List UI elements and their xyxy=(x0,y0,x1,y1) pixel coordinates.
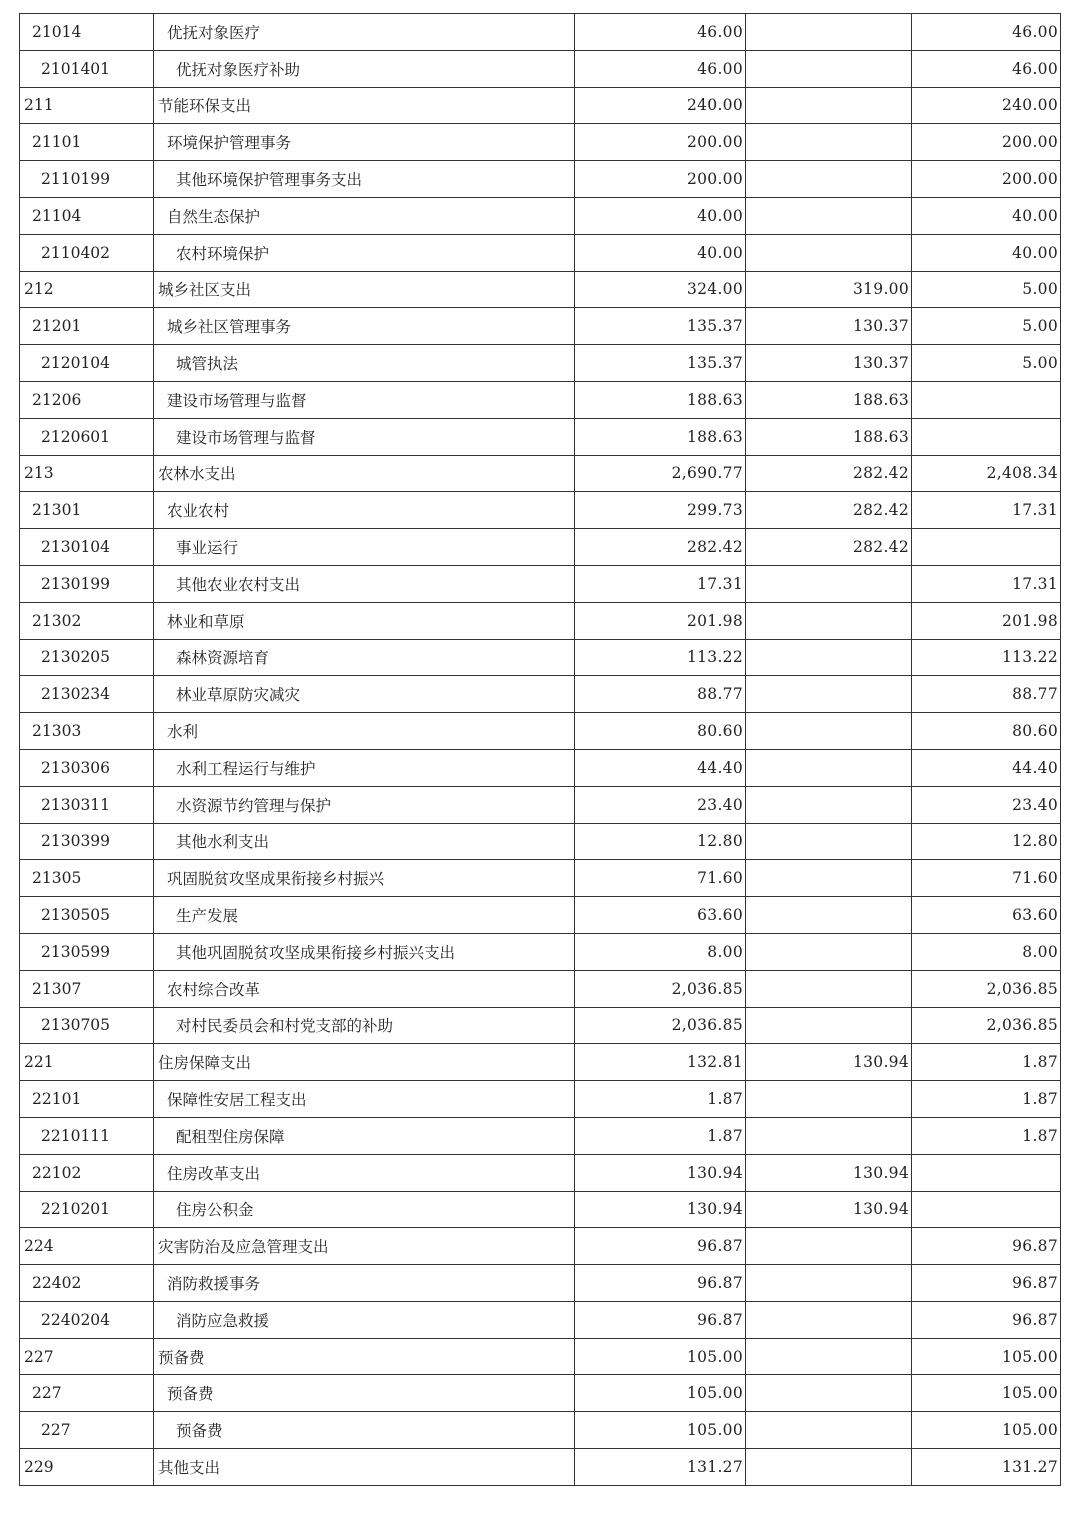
table-row xyxy=(20,529,1061,566)
subject-name-cell: 农村综合改革 xyxy=(154,970,575,1007)
total-amount-cell: 130.94 xyxy=(575,1191,746,1228)
total-amount-cell: 88.77 xyxy=(575,676,746,713)
table-row xyxy=(20,749,1061,786)
subject-name-cell: 灾害防治及应急管理支出 xyxy=(154,1228,575,1265)
total-amount-cell: 71.60 xyxy=(575,860,746,897)
table-row xyxy=(20,1265,1061,1302)
subject-code-cell: 2130104 xyxy=(20,529,154,566)
basic-expenditure-cell xyxy=(746,713,912,750)
subject-code-cell: 2210111 xyxy=(20,1117,154,1154)
project-expenditure-cell: 131.27 xyxy=(912,1449,1061,1486)
table-row xyxy=(20,897,1061,934)
table-row xyxy=(20,713,1061,750)
subject-name-cell: 生产发展 xyxy=(154,897,575,934)
table-row xyxy=(20,308,1061,345)
subject-code-cell: 2130234 xyxy=(20,676,154,713)
total-amount-cell: 201.98 xyxy=(575,602,746,639)
basic-expenditure-cell xyxy=(746,1265,912,1302)
subject-name-cell: 优抚对象医疗 xyxy=(154,14,575,51)
basic-expenditure-cell xyxy=(746,161,912,198)
project-expenditure-cell: 113.22 xyxy=(912,639,1061,676)
subject-code-cell: 2130199 xyxy=(20,565,154,602)
subject-name-cell: 预备费 xyxy=(154,1338,575,1375)
subject-name-cell: 配租型住房保障 xyxy=(154,1117,575,1154)
subject-code-cell: 229 xyxy=(20,1449,154,1486)
total-amount-cell: 17.31 xyxy=(575,565,746,602)
table-row xyxy=(20,50,1061,87)
basic-expenditure-cell: 130.94 xyxy=(746,1154,912,1191)
project-expenditure-cell: 17.31 xyxy=(912,565,1061,602)
project-expenditure-cell: 2,036.85 xyxy=(912,970,1061,1007)
total-amount-cell: 130.94 xyxy=(575,1154,746,1191)
subject-name-cell: 城乡社区管理事务 xyxy=(154,308,575,345)
table-row xyxy=(20,1081,1061,1118)
basic-expenditure-cell xyxy=(746,1412,912,1449)
total-amount-cell: 12.80 xyxy=(575,823,746,860)
basic-expenditure-cell xyxy=(746,676,912,713)
basic-expenditure-cell: 130.37 xyxy=(746,308,912,345)
subject-code-cell: 2130205 xyxy=(20,639,154,676)
project-expenditure-cell: 96.87 xyxy=(912,1301,1061,1338)
table-row xyxy=(20,271,1061,308)
basic-expenditure-cell: 282.42 xyxy=(746,455,912,492)
subject-code-cell: 2110402 xyxy=(20,234,154,271)
subject-code-cell: 21206 xyxy=(20,381,154,418)
basic-expenditure-cell: 282.42 xyxy=(746,529,912,566)
subject-name-cell: 其他环境保护管理事务支出 xyxy=(154,161,575,198)
subject-name-cell: 森林资源培育 xyxy=(154,639,575,676)
subject-name-cell: 其他农业农村支出 xyxy=(154,565,575,602)
total-amount-cell: 8.00 xyxy=(575,933,746,970)
table-row xyxy=(20,1301,1061,1338)
subject-name-cell: 农林水支出 xyxy=(154,455,575,492)
total-amount-cell: 40.00 xyxy=(575,234,746,271)
project-expenditure-cell: 200.00 xyxy=(912,124,1061,161)
subject-code-cell: 211 xyxy=(20,87,154,124)
subject-name-cell: 水利工程运行与维护 xyxy=(154,749,575,786)
subject-name-cell: 事业运行 xyxy=(154,529,575,566)
total-amount-cell: 135.37 xyxy=(575,345,746,382)
subject-code-cell: 2240204 xyxy=(20,1301,154,1338)
table-row xyxy=(20,970,1061,1007)
project-expenditure-cell: 12.80 xyxy=(912,823,1061,860)
project-expenditure-cell: 105.00 xyxy=(912,1338,1061,1375)
basic-expenditure-cell xyxy=(746,565,912,602)
basic-expenditure-cell xyxy=(746,823,912,860)
table-row xyxy=(20,1117,1061,1154)
basic-expenditure-cell xyxy=(746,786,912,823)
project-expenditure-cell: 71.60 xyxy=(912,860,1061,897)
basic-expenditure-cell: 130.94 xyxy=(746,1191,912,1228)
subject-name-cell: 其他水利支出 xyxy=(154,823,575,860)
subject-code-cell: 2210201 xyxy=(20,1191,154,1228)
table-row xyxy=(20,492,1061,529)
basic-expenditure-cell: 130.37 xyxy=(746,345,912,382)
basic-expenditure-cell xyxy=(746,1007,912,1044)
project-expenditure-cell: 2,408.34 xyxy=(912,455,1061,492)
basic-expenditure-cell xyxy=(746,87,912,124)
subject-name-cell: 保障性安居工程支出 xyxy=(154,1081,575,1118)
subject-code-cell: 212 xyxy=(20,271,154,308)
total-amount-cell: 96.87 xyxy=(575,1228,746,1265)
subject-code-cell: 2101401 xyxy=(20,50,154,87)
table-row xyxy=(20,933,1061,970)
subject-name-cell: 预备费 xyxy=(154,1375,575,1412)
project-expenditure-cell: 2,036.85 xyxy=(912,1007,1061,1044)
table-row xyxy=(20,1375,1061,1412)
basic-expenditure-cell xyxy=(746,1449,912,1486)
basic-expenditure-cell: 130.94 xyxy=(746,1044,912,1081)
project-expenditure-cell xyxy=(912,381,1061,418)
table-row xyxy=(20,455,1061,492)
basic-expenditure-cell: 188.63 xyxy=(746,418,912,455)
subject-name-cell: 自然生态保护 xyxy=(154,197,575,234)
project-expenditure-cell: 80.60 xyxy=(912,713,1061,750)
table-row xyxy=(20,1449,1061,1486)
total-amount-cell: 200.00 xyxy=(575,124,746,161)
total-amount-cell: 63.60 xyxy=(575,897,746,934)
project-expenditure-cell: 201.98 xyxy=(912,602,1061,639)
table-row xyxy=(20,1154,1061,1191)
subject-code-cell: 2120104 xyxy=(20,345,154,382)
subject-name-cell: 消防应急救援 xyxy=(154,1301,575,1338)
subject-code-cell: 21104 xyxy=(20,197,154,234)
table-row xyxy=(20,87,1061,124)
project-expenditure-cell: 1.87 xyxy=(912,1044,1061,1081)
project-expenditure-cell: 63.60 xyxy=(912,897,1061,934)
subject-code-cell: 2130311 xyxy=(20,786,154,823)
subject-code-cell: 22102 xyxy=(20,1154,154,1191)
subject-name-cell: 消防救援事务 xyxy=(154,1265,575,1302)
project-expenditure-cell xyxy=(912,529,1061,566)
basic-expenditure-cell xyxy=(746,933,912,970)
total-amount-cell: 1.87 xyxy=(575,1117,746,1154)
table-row xyxy=(20,1191,1061,1228)
total-amount-cell: 2,690.77 xyxy=(575,455,746,492)
table-row xyxy=(20,1228,1061,1265)
subject-name-cell: 建设市场管理与监督 xyxy=(154,418,575,455)
subject-name-cell: 其他巩固脱贫攻坚成果衔接乡村振兴支出 xyxy=(154,933,575,970)
subject-name-cell: 水利 xyxy=(154,713,575,750)
basic-expenditure-cell xyxy=(746,639,912,676)
project-expenditure-cell xyxy=(912,1154,1061,1191)
basic-expenditure-cell xyxy=(746,14,912,51)
subject-code-cell: 2130505 xyxy=(20,897,154,934)
subject-name-cell: 节能环保支出 xyxy=(154,87,575,124)
subject-code-cell: 21303 xyxy=(20,713,154,750)
subject-code-cell: 22402 xyxy=(20,1265,154,1302)
table-row xyxy=(20,161,1061,198)
table-row xyxy=(20,381,1061,418)
table-row xyxy=(20,565,1061,602)
project-expenditure-cell: 5.00 xyxy=(912,271,1061,308)
total-amount-cell: 2,036.85 xyxy=(575,970,746,1007)
table-row xyxy=(20,676,1061,713)
basic-expenditure-cell xyxy=(746,50,912,87)
subject-name-cell: 住房改革支出 xyxy=(154,1154,575,1191)
project-expenditure-cell: 17.31 xyxy=(912,492,1061,529)
subject-name-cell: 巩固脱贫攻坚成果衔接乡村振兴 xyxy=(154,860,575,897)
project-expenditure-cell: 44.40 xyxy=(912,749,1061,786)
table-row xyxy=(20,786,1061,823)
total-amount-cell: 1.87 xyxy=(575,1081,746,1118)
subject-name-cell: 对村民委员会和村党支部的补助 xyxy=(154,1007,575,1044)
table-row xyxy=(20,197,1061,234)
subject-code-cell: 213 xyxy=(20,455,154,492)
subject-code-cell: 22101 xyxy=(20,1081,154,1118)
subject-name-cell: 环境保护管理事务 xyxy=(154,124,575,161)
total-amount-cell: 113.22 xyxy=(575,639,746,676)
project-expenditure-cell xyxy=(912,1191,1061,1228)
total-amount-cell: 188.63 xyxy=(575,418,746,455)
subject-code-cell: 21301 xyxy=(20,492,154,529)
subject-code-cell: 21305 xyxy=(20,860,154,897)
subject-name-cell: 农业农村 xyxy=(154,492,575,529)
subject-name-cell: 水资源节约管理与保护 xyxy=(154,786,575,823)
project-expenditure-cell: 105.00 xyxy=(912,1412,1061,1449)
budget-table-body xyxy=(20,14,1061,1486)
total-amount-cell: 96.87 xyxy=(575,1265,746,1302)
total-amount-cell: 131.27 xyxy=(575,1449,746,1486)
table-row xyxy=(20,1338,1061,1375)
basic-expenditure-cell: 188.63 xyxy=(746,381,912,418)
total-amount-cell: 40.00 xyxy=(575,197,746,234)
total-amount-cell: 105.00 xyxy=(575,1412,746,1449)
table-row xyxy=(20,345,1061,382)
subject-code-cell: 2130399 xyxy=(20,823,154,860)
basic-expenditure-cell: 319.00 xyxy=(746,271,912,308)
subject-code-cell: 21201 xyxy=(20,308,154,345)
table-row xyxy=(20,14,1061,51)
subject-code-cell: 2130599 xyxy=(20,933,154,970)
subject-code-cell: 227 xyxy=(20,1338,154,1375)
subject-code-cell: 21101 xyxy=(20,124,154,161)
project-expenditure-cell: 5.00 xyxy=(912,308,1061,345)
total-amount-cell: 96.87 xyxy=(575,1301,746,1338)
subject-code-cell: 2110199 xyxy=(20,161,154,198)
subject-name-cell: 林业和草原 xyxy=(154,602,575,639)
subject-name-cell: 预备费 xyxy=(154,1412,575,1449)
table-row xyxy=(20,639,1061,676)
total-amount-cell: 46.00 xyxy=(575,14,746,51)
table-row xyxy=(20,1412,1061,1449)
project-expenditure-cell: 23.40 xyxy=(912,786,1061,823)
table-row xyxy=(20,124,1061,161)
total-amount-cell: 23.40 xyxy=(575,786,746,823)
subject-code-cell: 21014 xyxy=(20,14,154,51)
subject-code-cell: 224 xyxy=(20,1228,154,1265)
basic-expenditure-cell xyxy=(746,1338,912,1375)
budget-expenditure-table xyxy=(19,13,1061,1486)
basic-expenditure-cell xyxy=(746,970,912,1007)
subject-name-cell: 城乡社区支出 xyxy=(154,271,575,308)
project-expenditure-cell xyxy=(912,418,1061,455)
subject-code-cell: 2130306 xyxy=(20,749,154,786)
subject-code-cell: 2120601 xyxy=(20,418,154,455)
basic-expenditure-cell xyxy=(746,124,912,161)
table-row xyxy=(20,234,1061,271)
basic-expenditure-cell xyxy=(746,1081,912,1118)
basic-expenditure-cell xyxy=(746,197,912,234)
total-amount-cell: 44.40 xyxy=(575,749,746,786)
project-expenditure-cell: 200.00 xyxy=(912,161,1061,198)
total-amount-cell: 105.00 xyxy=(575,1375,746,1412)
total-amount-cell: 324.00 xyxy=(575,271,746,308)
project-expenditure-cell: 96.87 xyxy=(912,1265,1061,1302)
total-amount-cell: 46.00 xyxy=(575,50,746,87)
basic-expenditure-cell xyxy=(746,749,912,786)
basic-expenditure-cell xyxy=(746,1117,912,1154)
project-expenditure-cell: 46.00 xyxy=(912,14,1061,51)
project-expenditure-cell: 46.00 xyxy=(912,50,1061,87)
subject-name-cell: 住房保障支出 xyxy=(154,1044,575,1081)
project-expenditure-cell: 96.87 xyxy=(912,1228,1061,1265)
subject-code-cell: 21307 xyxy=(20,970,154,1007)
subject-code-cell: 221 xyxy=(20,1044,154,1081)
total-amount-cell: 132.81 xyxy=(575,1044,746,1081)
project-expenditure-cell: 5.00 xyxy=(912,345,1061,382)
basic-expenditure-cell xyxy=(746,1301,912,1338)
basic-expenditure-cell xyxy=(746,860,912,897)
total-amount-cell: 188.63 xyxy=(575,381,746,418)
project-expenditure-cell: 88.77 xyxy=(912,676,1061,713)
basic-expenditure-cell xyxy=(746,602,912,639)
project-expenditure-cell: 1.87 xyxy=(912,1117,1061,1154)
basic-expenditure-cell: 282.42 xyxy=(746,492,912,529)
project-expenditure-cell: 240.00 xyxy=(912,87,1061,124)
total-amount-cell: 2,036.85 xyxy=(575,1007,746,1044)
subject-name-cell: 建设市场管理与监督 xyxy=(154,381,575,418)
total-amount-cell: 200.00 xyxy=(575,161,746,198)
table-row xyxy=(20,860,1061,897)
project-expenditure-cell: 8.00 xyxy=(912,933,1061,970)
basic-expenditure-cell xyxy=(746,1228,912,1265)
total-amount-cell: 105.00 xyxy=(575,1338,746,1375)
subject-name-cell: 优抚对象医疗补助 xyxy=(154,50,575,87)
project-expenditure-cell: 40.00 xyxy=(912,234,1061,271)
subject-name-cell: 城管执法 xyxy=(154,345,575,382)
subject-code-cell: 2130705 xyxy=(20,1007,154,1044)
subject-name-cell: 住房公积金 xyxy=(154,1191,575,1228)
total-amount-cell: 282.42 xyxy=(575,529,746,566)
subject-code-cell: 21302 xyxy=(20,602,154,639)
table-row xyxy=(20,1007,1061,1044)
subject-code-cell: 227 xyxy=(20,1412,154,1449)
project-expenditure-cell: 1.87 xyxy=(912,1081,1061,1118)
table-row xyxy=(20,823,1061,860)
total-amount-cell: 240.00 xyxy=(575,87,746,124)
project-expenditure-cell: 40.00 xyxy=(912,197,1061,234)
project-expenditure-cell: 105.00 xyxy=(912,1375,1061,1412)
subject-name-cell: 农村环境保护 xyxy=(154,234,575,271)
basic-expenditure-cell xyxy=(746,234,912,271)
total-amount-cell: 80.60 xyxy=(575,713,746,750)
table-row xyxy=(20,602,1061,639)
total-amount-cell: 135.37 xyxy=(575,308,746,345)
table-row xyxy=(20,1044,1061,1081)
basic-expenditure-cell xyxy=(746,897,912,934)
total-amount-cell: 299.73 xyxy=(575,492,746,529)
basic-expenditure-cell xyxy=(746,1375,912,1412)
subject-code-cell: 227 xyxy=(20,1375,154,1412)
subject-name-cell: 林业草原防灾减灾 xyxy=(154,676,575,713)
subject-name-cell: 其他支出 xyxy=(154,1449,575,1486)
table-row xyxy=(20,418,1061,455)
